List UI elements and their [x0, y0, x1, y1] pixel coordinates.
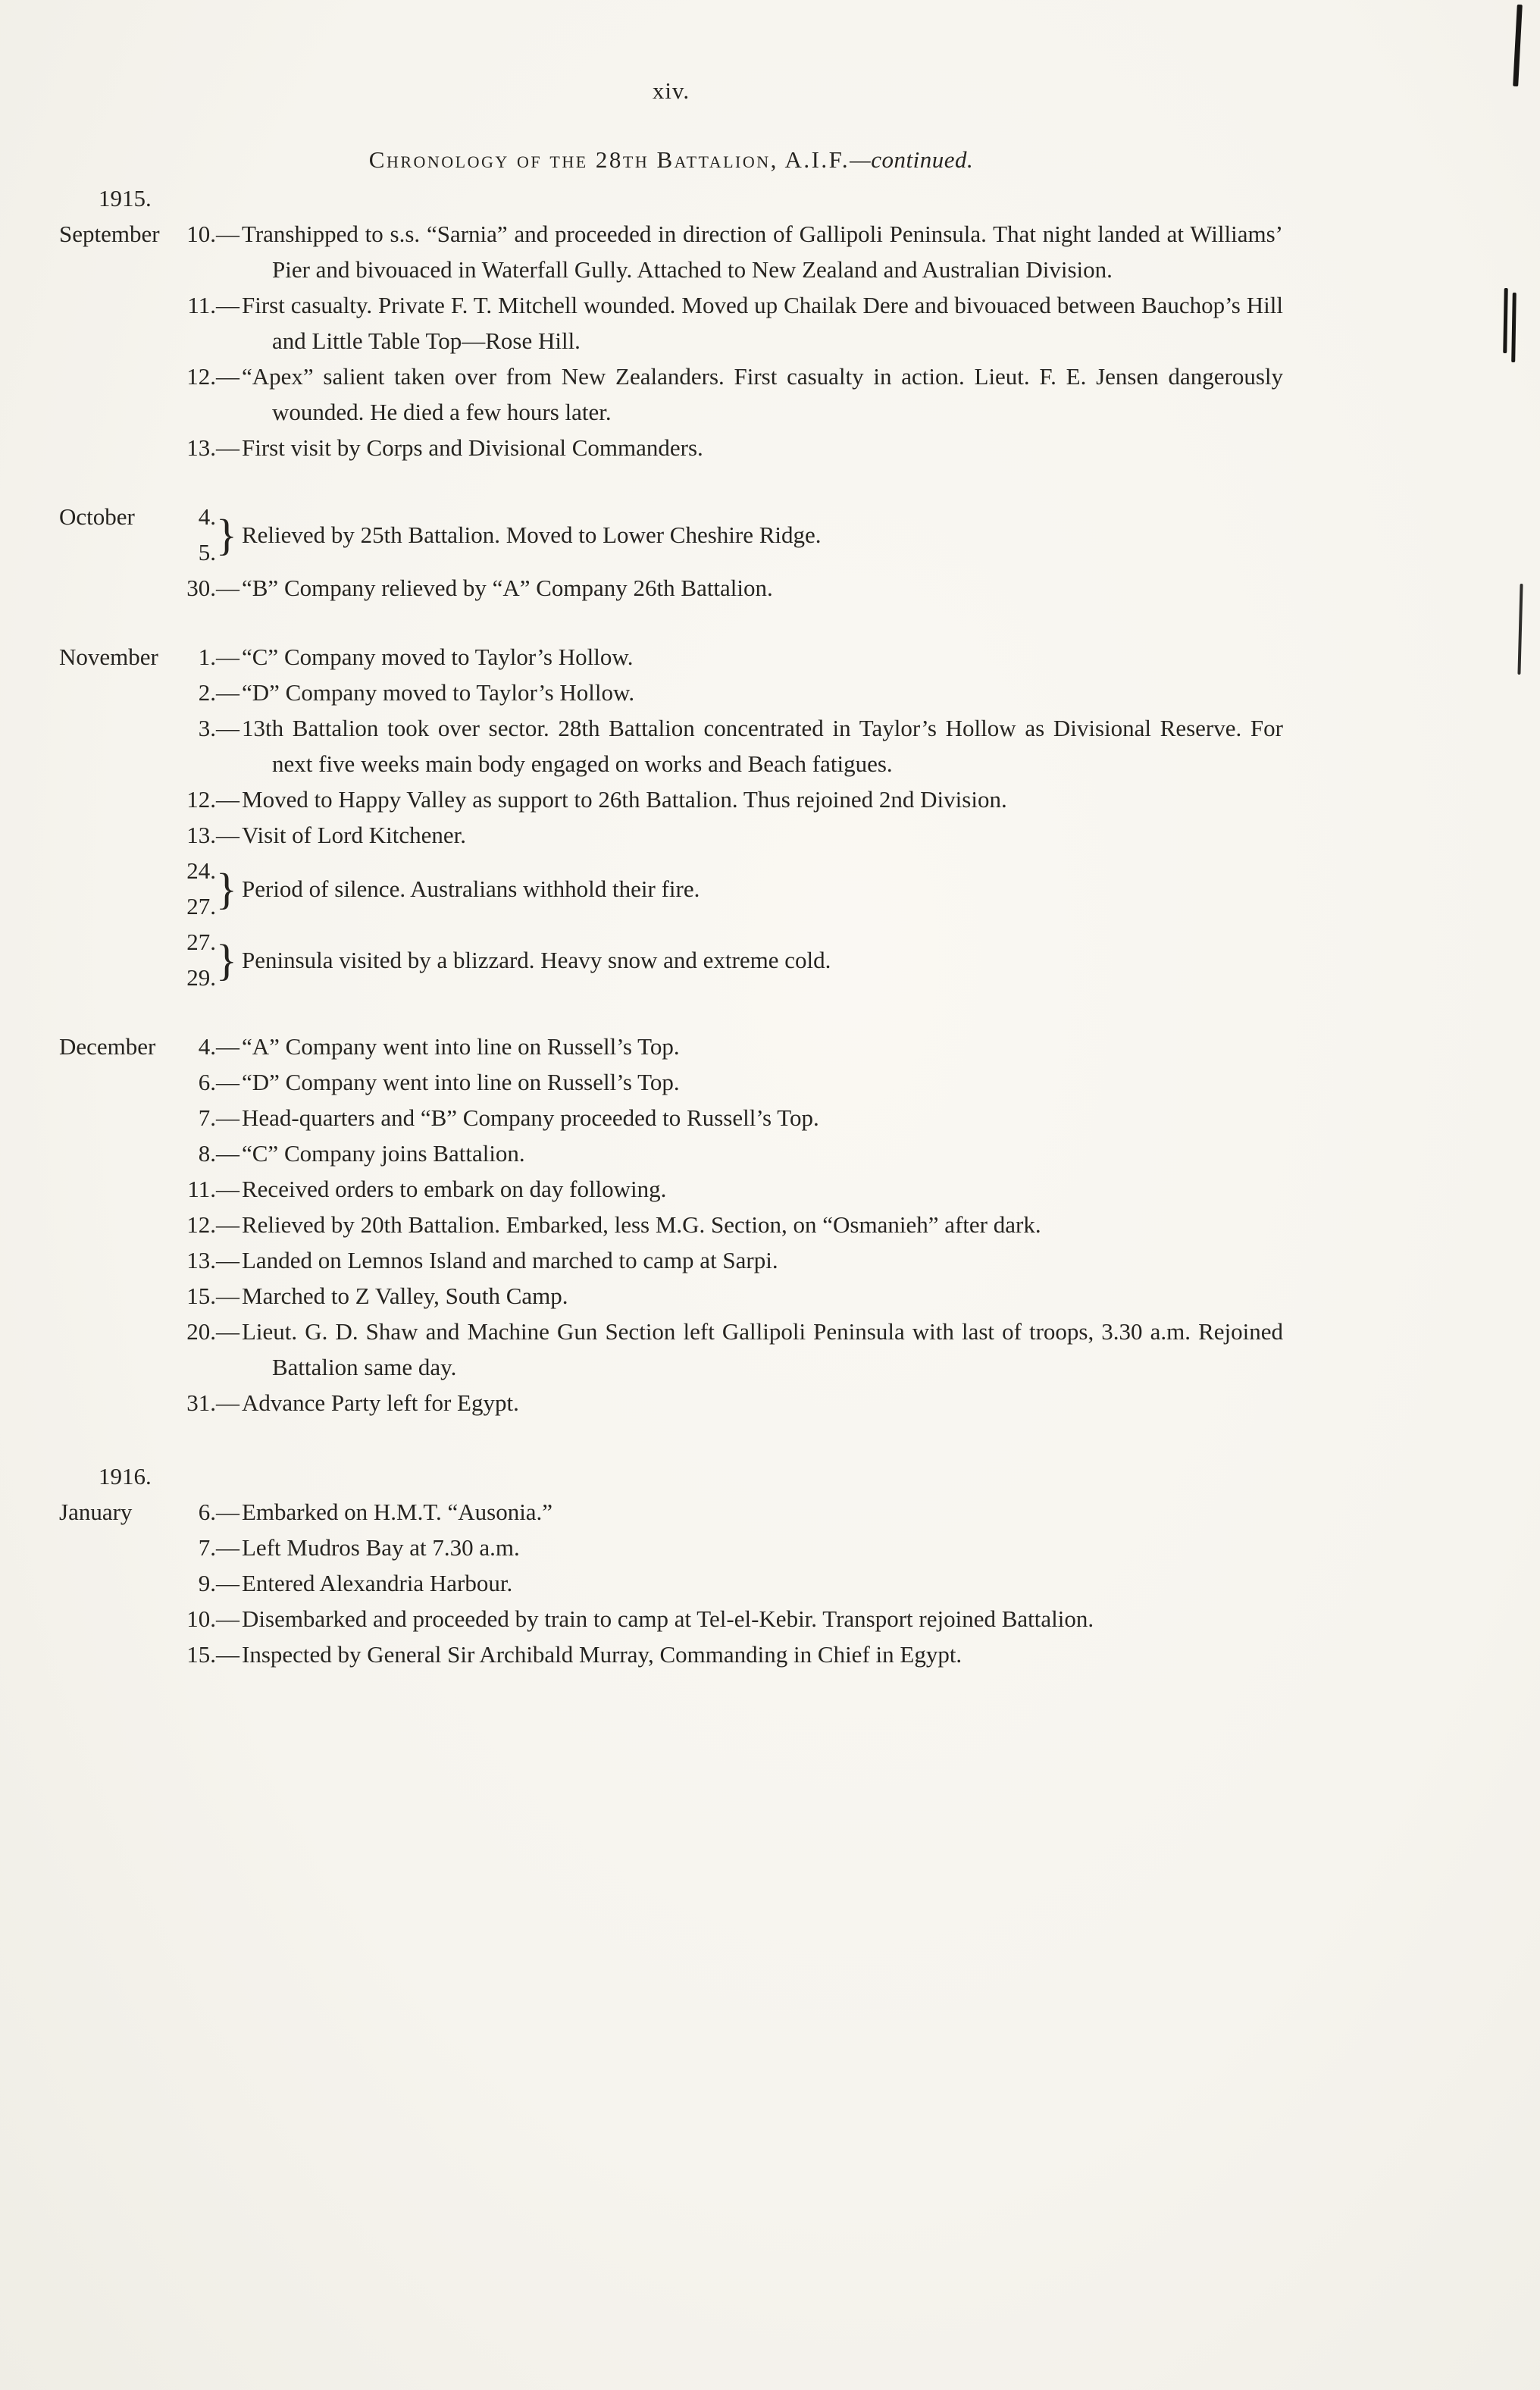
scan-artifact-top-right — [1513, 5, 1523, 86]
month-group — [59, 216, 1283, 465]
entry-day-stack — [177, 499, 216, 570]
month-group — [59, 1029, 1283, 1421]
entry-text: Peninsula visited by a blizzard. Heavy snow and extreme cold. — [242, 946, 831, 973]
entry-day: 13. — [186, 434, 216, 461]
month-label: November — [59, 644, 158, 670]
entry-text: Period of silence. Australians withhold their fire. — [242, 875, 700, 902]
month-group — [59, 639, 1283, 995]
chronology-entry — [59, 675, 1283, 710]
entry-text: “D” Company moved to Taylor’s Hollow. — [242, 679, 635, 706]
chronology-entry — [59, 639, 1283, 675]
chronology-entry — [59, 1207, 1283, 1242]
month-group — [59, 1494, 1283, 1672]
entry-day: 27. — [186, 893, 216, 919]
chronology-entry — [59, 1171, 1283, 1207]
scan-artifact-right-1 — [1503, 288, 1508, 353]
day-dash: — — [216, 1605, 239, 1632]
day-dash: — — [216, 786, 239, 813]
entry-day: 4. — [198, 503, 216, 530]
chronology-entry — [59, 853, 1283, 924]
entry-text: Head-quarters and “B” Company proceeded to Russell’s Top. — [242, 1104, 819, 1131]
day-dash: — — [216, 292, 239, 318]
entry-day: 1. — [198, 644, 216, 670]
chronology-entry — [59, 1637, 1283, 1672]
chronology-entry — [59, 359, 1283, 430]
year-heading: 1916. — [99, 1463, 152, 1489]
entry-day: 29. — [186, 964, 216, 991]
entry-day: 31. — [186, 1389, 216, 1416]
chronology-entry — [59, 710, 1283, 782]
entry-text: 13th Battalion took over sector. 28th Battalion concentrated in Taylor’s Hollow as Divisional Reserve. For next five weeks main body engaged on works and Beach fatigues. — [242, 715, 1283, 777]
chronology-body — [59, 180, 1283, 1672]
year-heading: 1915. — [99, 185, 152, 211]
chronology-entry — [59, 817, 1283, 853]
day-dash: — — [216, 1033, 239, 1060]
chronology-entry — [59, 1135, 1283, 1171]
brace-icon: } — [216, 510, 237, 559]
day-dash: — — [216, 679, 239, 706]
month-group — [59, 499, 1283, 606]
entry-day: 4. — [198, 1033, 216, 1060]
chronology-entry — [59, 1385, 1283, 1421]
chronology-entry — [59, 1601, 1283, 1637]
entry-text: “C” Company moved to Taylor’s Hollow. — [242, 644, 634, 670]
chronology-entry — [59, 1530, 1283, 1565]
entry-day: 12. — [186, 1211, 216, 1238]
entry-text: Moved to Happy Valley as support to 26th Battalion. Thus rejoined 2nd Division. — [242, 786, 1007, 813]
scan-artifact-right-2 — [1511, 293, 1517, 362]
entry-day: 11. — [187, 1176, 216, 1202]
entry-day: 20. — [186, 1318, 216, 1345]
entry-day: 24. — [186, 857, 216, 884]
brace-icon: } — [216, 864, 237, 913]
chronology-entry — [59, 1242, 1283, 1278]
entry-day: 2. — [198, 679, 216, 706]
entry-text: Landed on Lemnos Island and marched to camp at Sarpi. — [242, 1247, 778, 1273]
chronology-entry — [59, 1100, 1283, 1135]
entry-day-stack — [177, 853, 216, 924]
entry-text: Visit of Lord Kitchener. — [242, 822, 467, 848]
day-dash: — — [216, 1247, 239, 1273]
day-dash: — — [216, 644, 239, 670]
day-dash: — — [216, 221, 239, 247]
chronology-entry — [59, 430, 1283, 465]
chronology-entry — [59, 782, 1283, 817]
entry-text: Embarked on H.M.T. “Ausonia.” — [242, 1499, 553, 1525]
entry-text: Relieved by 25th Battalion. Moved to Lower Cheshire Ridge. — [242, 521, 822, 548]
entry-text: Entered Alexandria Harbour. — [242, 1570, 513, 1596]
day-dash: — — [216, 1570, 239, 1596]
entry-text: “Apex” salient taken over from New Zealanders. First casualty in action. Lieut. F. E. Jensen dangerously wounded. He died a few hours later. — [242, 363, 1283, 425]
entry-day: 10. — [186, 221, 216, 247]
day-dash: — — [216, 363, 239, 390]
chronology-entry — [59, 1278, 1283, 1314]
entry-text: “A” Company went into line on Russell’s Top. — [242, 1033, 680, 1060]
day-dash: — — [216, 1211, 239, 1238]
chronology-entry — [59, 570, 1283, 606]
entry-day: 12. — [186, 363, 216, 390]
entry-day: 15. — [186, 1283, 216, 1309]
month-label: October — [59, 503, 135, 530]
month-label: January — [59, 1499, 133, 1525]
entry-text: “C” Company joins Battalion. — [242, 1140, 525, 1167]
title-continued: —continued. — [850, 146, 974, 173]
page-content — [59, 73, 1283, 1672]
entry-text: Left Mudros Bay at 7.30 a.m. — [242, 1534, 520, 1561]
entry-text: Transhipped to s.s. “Sarnia” and proceeded in direction of Gallipoli Peninsula. That night landed at Williams’ Pier and bivouaced in Waterfall Gully. Attached to New Zealand and Australian Division. — [242, 221, 1283, 283]
chronology-entry — [59, 924, 1283, 995]
day-dash: — — [216, 822, 239, 848]
entry-text: First visit by Corps and Divisional Commanders. — [242, 434, 703, 461]
day-dash: — — [216, 1534, 239, 1561]
entry-text: First casualty. Private F. T. Mitchell wounded. Moved up Chailak Dere and bivouaced between Bauchop’s Hill and Little Table Top—Rose Hill. — [242, 292, 1283, 354]
entry-day: 15. — [186, 1641, 216, 1668]
entry-day: 30. — [186, 575, 216, 601]
entry-day: 13. — [186, 822, 216, 848]
entry-text: Advance Party left for Egypt. — [242, 1389, 519, 1416]
entry-day: 5. — [198, 539, 216, 565]
chronology-entry — [59, 216, 1283, 287]
brace-icon: } — [216, 935, 237, 985]
day-dash: — — [216, 1389, 239, 1416]
day-dash: — — [216, 1140, 239, 1167]
entry-day: 9. — [198, 1570, 216, 1596]
day-dash: — — [216, 1069, 239, 1095]
entry-text: Lieut. G. D. Shaw and Machine Gun Section left Gallipoli Peninsula with last of troops, 3.30 a.m. Rejoined Battalion same day. — [242, 1318, 1283, 1380]
chronology-entry — [59, 1029, 1283, 1064]
entry-text: Inspected by General Sir Archibald Murray, Commanding in Chief in Egypt. — [242, 1641, 962, 1668]
day-dash: — — [216, 1641, 239, 1668]
entry-text: Relieved by 20th Battalion. Embarked, less M.G. Section, on “Osmanieh” after dark. — [242, 1211, 1041, 1238]
entry-day: 10. — [186, 1605, 216, 1632]
chronology-entry — [59, 1494, 1283, 1530]
day-dash: — — [216, 575, 239, 601]
title-main: Chronology of the 28th Battalion, A.I.F. — [368, 146, 850, 173]
entry-day-stack — [177, 924, 216, 995]
entry-day: 8. — [198, 1140, 216, 1167]
day-dash: — — [216, 434, 239, 461]
entry-day: 11. — [187, 292, 216, 318]
entry-day: 27. — [186, 929, 216, 955]
day-dash: — — [216, 1499, 239, 1525]
entry-day: 6. — [198, 1499, 216, 1525]
day-dash: — — [216, 715, 239, 741]
entry-day: 7. — [198, 1104, 216, 1131]
year-section — [59, 180, 1283, 1421]
entry-day: 13. — [186, 1247, 216, 1273]
entry-text: Marched to Z Valley, South Camp. — [242, 1283, 568, 1309]
day-dash: — — [216, 1318, 239, 1345]
day-dash: — — [216, 1104, 239, 1131]
entry-text: Disembarked and proceeded by train to camp at Tel-el-Kebir. Transport rejoined Battalion. — [242, 1605, 1094, 1632]
entry-day: 6. — [198, 1069, 216, 1095]
year-section — [59, 1458, 1283, 1672]
chronology-title — [59, 142, 1283, 177]
entry-day: 12. — [186, 786, 216, 813]
entry-day: 7. — [198, 1534, 216, 1561]
month-label: September — [59, 221, 160, 247]
chronology-entry — [59, 1064, 1283, 1100]
chronology-entry — [59, 1565, 1283, 1601]
entry-text: Received orders to embark on day following. — [242, 1176, 667, 1202]
day-dash: — — [216, 1283, 239, 1309]
scan-artifact-right-3 — [1517, 584, 1523, 675]
chronology-entry — [59, 1314, 1283, 1385]
entry-text: “B” Company relieved by “A” Company 26th Battalion. — [242, 575, 773, 601]
page-number: xiv. — [652, 77, 690, 104]
chronology-entry — [59, 287, 1283, 359]
entry-day: 3. — [198, 715, 216, 741]
entry-text: “D” Company went into line on Russell’s Top. — [242, 1069, 680, 1095]
day-dash: — — [216, 1176, 239, 1202]
month-label: December — [59, 1033, 156, 1060]
chronology-entry — [59, 499, 1283, 570]
